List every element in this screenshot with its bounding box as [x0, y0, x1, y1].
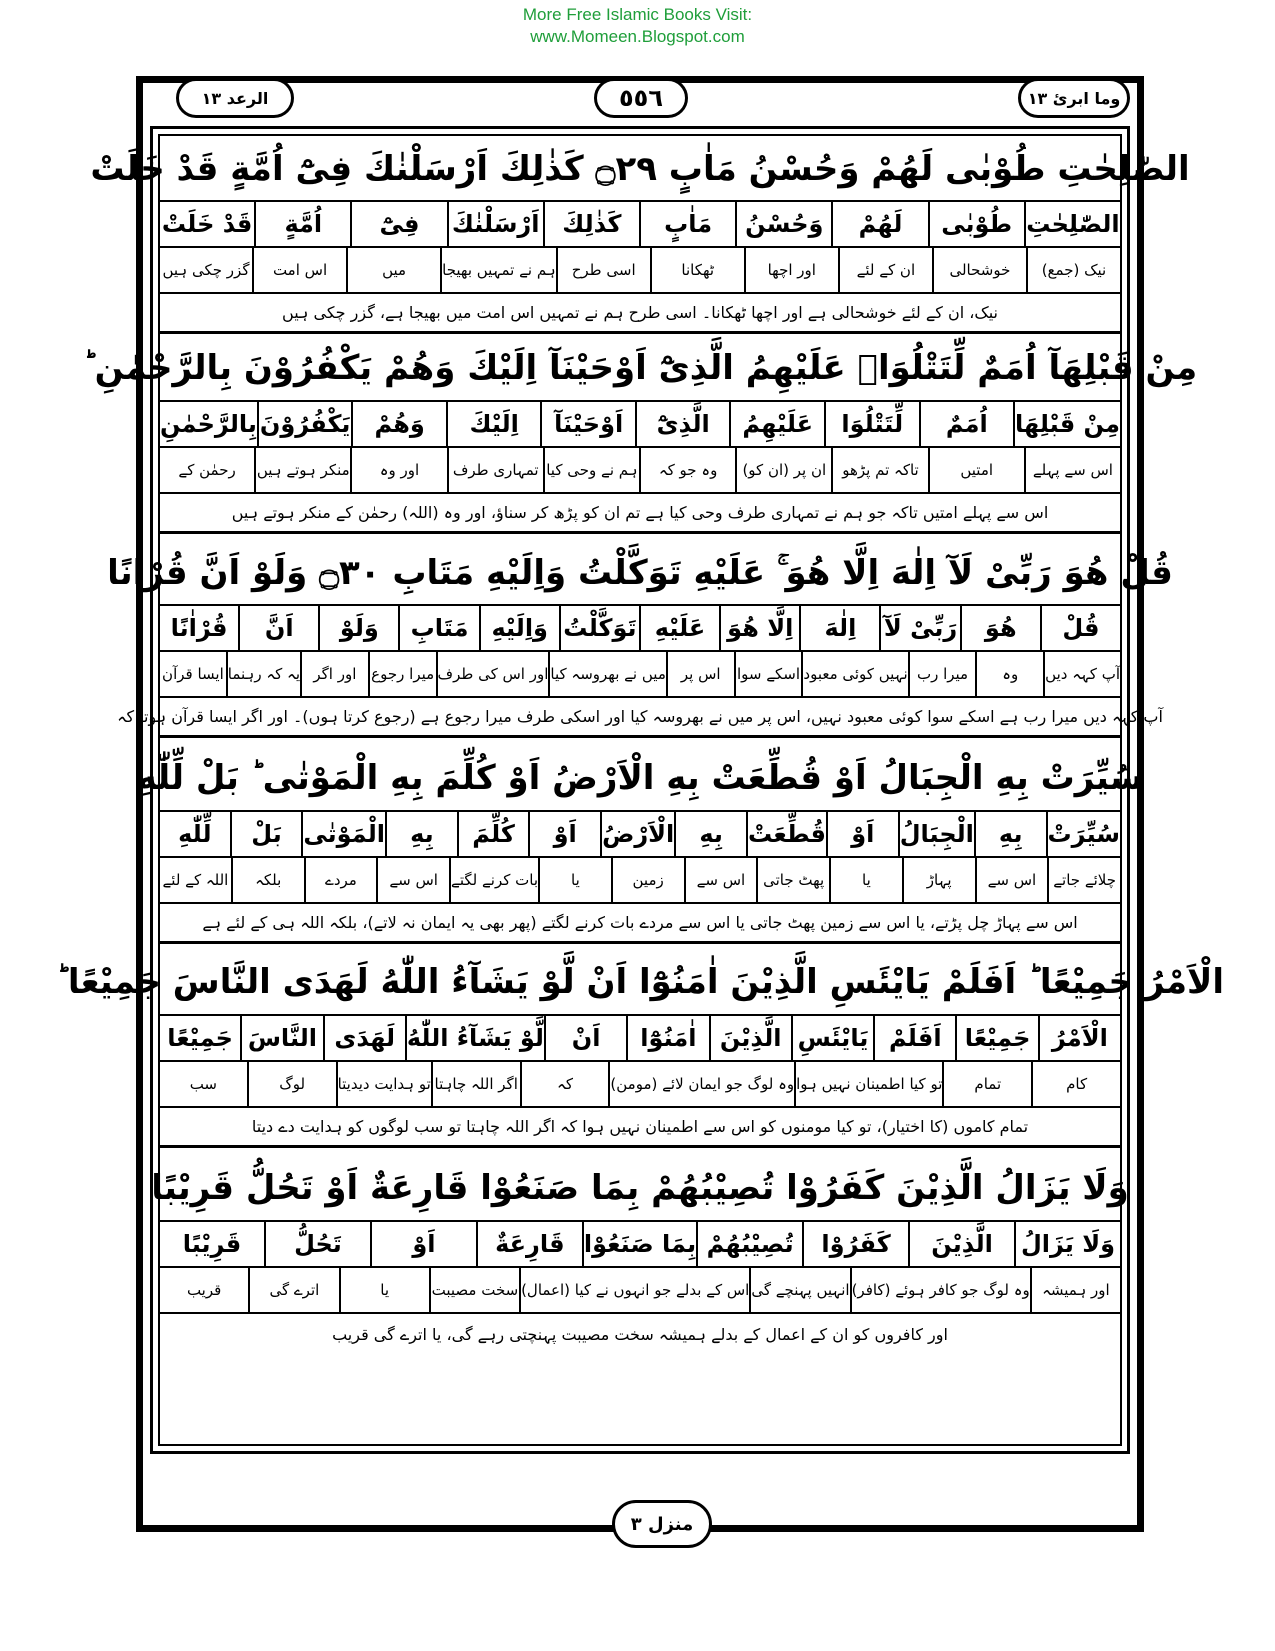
verse-section	[136, 746, 1144, 944]
urdu-meaning-cell: اسکے سوا	[734, 652, 802, 696]
arabic-verse-line: سُيِّرَتْ بِهِ الْجِبَالُ اَوْ قُطِّعَتْ بِهِ الْاَرْضُ اَوْ كُلِّمَ بِهِ الْمَوْتٰى ؕ بَلْ لِّلّٰهِ	[160, 746, 1120, 812]
urdu-meaning-cell: میرا رب	[908, 652, 976, 696]
urdu-meaning-cell: کہ	[520, 1062, 609, 1106]
arabic-word-cell: الْاَمْرُ	[1038, 1016, 1120, 1060]
arabic-word-cell: اِلَّا هُوَ	[719, 606, 799, 650]
urdu-meaning-cell: میں	[346, 248, 440, 292]
urdu-meaning-cell: اور ہمیشہ	[1030, 1268, 1120, 1312]
arabic-word-cell: اٰمَنُوْٓا	[626, 1016, 708, 1060]
urdu-meaning-cell: زمین	[611, 858, 684, 902]
arabic-verse-line: الصّٰلِحٰتِ طُوْبٰى لَهُمْ وَحُسْنُ مَاٰبٍ ۝٢٩ كَذٰلِكَ اَرْسَلْنٰكَ فِىْٓ اُمَّةٍ قَدْ خَلَتْ	[160, 136, 1120, 202]
arabic-word-cell: كُلِّمَ	[457, 812, 529, 856]
arabic-word-cell: اِلَيْكَ	[446, 402, 541, 446]
verse-section	[107, 540, 1173, 738]
arabic-word-cell: الَّذِيْنَ	[709, 1016, 791, 1060]
arabic-word-cell: وَهُمْ	[351, 402, 446, 446]
arabic-word-cell: كَذٰلِكَ	[543, 202, 639, 246]
arabic-word-cell: رَبِّىْ لَآ	[879, 606, 959, 650]
arabic-word-cell: الْاَرْضُ	[600, 812, 674, 856]
arabic-word-cell: الصّٰلِحٰتِ	[1024, 202, 1120, 246]
arabic-verse-line: مِنْ قَبْلِهَآ اُمَمٌ لِّتَتْلُوَا۟ عَلَيْهِمُ الَّذِىْٓ اَوْحَيْنَآ اِلَيْكَ وَهُمْ يَكْفُرُوْنَ بِالرَّحْمٰنِ ؕ	[160, 336, 1120, 402]
arabic-word-cell: يَكْفُرُوْنَ	[257, 402, 352, 446]
urdu-meaning-cell: اور وہ	[350, 448, 446, 492]
urdu-meaning-cell: اس کے بدلے جو انہوں نے کیا (اعمال)	[519, 1268, 749, 1312]
arabic-word-cell: قُطِّعَتْ	[746, 812, 826, 856]
arabic-word-cell: مَتَابِ	[398, 606, 478, 650]
arabic-word-cell: اِلٰهَ	[799, 606, 879, 650]
arabic-word-cell: بَلْ	[230, 812, 302, 856]
arabic-word-cell: وَاِلَيْهِ	[479, 606, 559, 650]
promo-line-1: More Free Islamic Books Visit:	[522, 5, 753, 24]
urdu-meaning-cell: اس سے	[376, 858, 449, 902]
verse-section	[55, 950, 1225, 1148]
urdu-meaning-cell: وہ	[975, 652, 1043, 696]
urdu-meaning-cell: یہ کہ رہنما	[226, 652, 300, 696]
promo-banner	[0, 4, 1275, 48]
arabic-word-cell: وَلَوْ	[318, 606, 398, 650]
arabic-word-cell: الَّذِىْٓ	[635, 402, 730, 446]
urdu-translation-line: تمام کاموں (کا اختیار)، تو کیا مومنوں کو اس سے اطمینان نہیں ہوا کہ اگر اللہ چاہتا تو سب لوگوں کو ہدایت دے دیتا	[160, 1108, 1120, 1148]
urdu-meaning-cell: وہ جو کہ	[639, 448, 735, 492]
arabic-word-cell: الَّذِيْنَ	[908, 1222, 1014, 1266]
arabic-word-cell: اَنَّ	[238, 606, 318, 650]
verse-section	[90, 136, 1190, 334]
arabic-word-cell: لَّوْ يَشَآءُ اللّٰهُ	[405, 1016, 544, 1060]
arabic-word-cell: سُيِّرَتْ	[1046, 812, 1120, 856]
arabic-word-cell: لِّتَتْلُوَا	[824, 402, 919, 446]
arabic-word-cell: اَرْسَلْنٰكَ	[447, 202, 543, 246]
urdu-meaning-cell: اور اچھا	[744, 248, 838, 292]
urdu-meaning-cell: یا	[829, 858, 902, 902]
urdu-meaning-cell: ہم نے تمہیں بھیجا	[440, 248, 556, 292]
urdu-meaning-cell: ان کے لئے	[838, 248, 932, 292]
page-number: ٥٥٦	[594, 78, 688, 118]
meaning-row	[160, 1268, 1120, 1314]
urdu-meaning-cell: اور اس کی طرف	[436, 652, 549, 696]
word-row	[160, 1016, 1120, 1062]
urdu-meaning-cell: خوشحالی	[932, 248, 1026, 292]
urdu-meaning-cell: ان پر (ان کو)	[735, 448, 831, 492]
urdu-translation-line: اس سے پہاڑ چل پڑتے، یا اس سے زمین پھٹ جاتی یا اس سے مردے بات کرنے لگتے (پھر بھی یہ ایمان نہ لاتے)، بلکہ اللہ ہی کے لئے ہے	[160, 904, 1120, 944]
surah-name-label: الرعد ١٣	[176, 78, 294, 118]
urdu-meaning-cell: بات کرنے لگتے	[449, 858, 538, 902]
urdu-meaning-cell: گزر چکی ہیں	[162, 261, 250, 279]
arabic-word-cell: قَدْ خَلَتْ	[161, 210, 253, 238]
arabic-word-cell: طُوْبٰى	[928, 202, 1024, 246]
arabic-word-cell: اَوْحَيْنَآ	[540, 402, 635, 446]
urdu-meaning-cell: اترے گی	[248, 1268, 338, 1312]
urdu-meaning-cell: چلائے جاتے	[1047, 858, 1120, 902]
urdu-meaning-cell: میرا رجوع	[368, 652, 436, 696]
urdu-meaning-cell: تاکہ تم پڑھو	[831, 448, 927, 492]
urdu-meaning-cell: یا	[538, 858, 611, 902]
urdu-meaning-cell: کام	[1031, 1062, 1120, 1106]
arabic-word-cell: كَفَرُوْا	[802, 1222, 908, 1266]
arabic-word-cell: بِهِ	[385, 812, 457, 856]
word-row	[160, 606, 1120, 652]
arabic-word-cell: فِىْٓ	[350, 202, 446, 246]
arabic-word-cell: تَحُلُّ	[264, 1222, 370, 1266]
arabic-word-cell: الْمَوْتٰى	[301, 812, 385, 856]
urdu-meaning-cell: قریب	[186, 1281, 222, 1299]
urdu-meaning-cell: سخت مصیبت	[429, 1268, 519, 1312]
urdu-meaning-cell: یا	[339, 1268, 429, 1312]
urdu-meaning-cell: انہیں پہنچے گی	[749, 1268, 849, 1312]
urdu-meaning-cell: اس سے	[684, 858, 757, 902]
arabic-verse-line: قُلْ هُوَ رَبِّىْ لَآ اِلٰهَ اِلَّا هُوَ ۚ عَلَيْهِ تَوَكَّلْتُ وَاِلَيْهِ مَتَابِ ۝٣٠ وَلَوْ اَنَّ قُرْاٰنًا	[160, 540, 1120, 606]
arabic-word-cell: تَوَكَّلْتُ	[559, 606, 639, 650]
arabic-word-cell: مَاٰبٍ	[639, 202, 735, 246]
urdu-meaning-cell: پہاڑ	[902, 858, 975, 902]
para-name-label: وما ابرئ ١٣	[1018, 78, 1130, 118]
urdu-meaning-cell: تمہاری طرف	[447, 448, 543, 492]
urdu-meaning-cell: اس امت	[252, 248, 346, 292]
arabic-word-cell: اَوْ	[826, 812, 898, 856]
urdu-meaning-cell: اس پر	[666, 652, 734, 696]
arabic-word-cell: اُمَّةٍ	[254, 202, 350, 246]
arabic-word-cell: النَّاسَ	[240, 1016, 322, 1060]
arabic-word-cell: بِمَا صَنَعُوْا	[582, 1222, 696, 1266]
arabic-word-cell: جَمِيْعًا	[167, 1024, 233, 1052]
urdu-meaning-cell: آپ کہہ دیں	[1043, 652, 1120, 696]
manzil-badge: منزل ٣	[612, 1500, 712, 1548]
arabic-word-cell: هُوَ	[960, 606, 1040, 650]
urdu-meaning-cell: تمام	[942, 1062, 1031, 1106]
word-row	[160, 1222, 1120, 1268]
urdu-translation-line: آپ کہہ دیں میرا رب ہے اسکے سوا کوئی معبود نہیں، اس پر میں نے بھروسہ کیا اور اسکی طرف میرا رجوع ہے (رجوع کرتا ہوں)۔ اور اگر ایسا قرآن ہوتا کہ	[160, 698, 1120, 738]
urdu-meaning-cell: رحمٰن کے	[178, 461, 236, 479]
arabic-word-cell: بِهِ	[974, 812, 1046, 856]
arabic-word-cell: قُرْاٰنًا	[170, 614, 228, 642]
urdu-meaning-cell: ٹھکانا	[650, 248, 744, 292]
urdu-translation-line: نیک، ان کے لئے خوشحالی ہے اور اچھا ٹھکانا۔ اسی طرح ہم نے تمہیں اس امت میں بھیجا ہے، گزر چکی ہیں	[160, 294, 1120, 334]
urdu-meaning-cell: وہ لوگ جو کافر ہوئے (کافر)	[850, 1268, 1030, 1312]
arabic-word-cell: لَهُمْ	[831, 202, 927, 246]
urdu-meaning-cell: لوگ	[247, 1062, 336, 1106]
arabic-word-cell: تُصِيْبُهُمْ	[696, 1222, 802, 1266]
urdu-translation-line: اس سے پہلے امتیں تاکہ جو ہم نے تمہاری طرف وحی کیا ہے تم ان کو پڑھ کر سناؤ، اور وہ (اللہ) رحمٰن کے منکر ہوتے ہیں	[160, 494, 1120, 534]
urdu-meaning-cell: تو ہدایت دیدیتا	[336, 1062, 431, 1106]
urdu-meaning-cell: امتیں	[928, 448, 1024, 492]
verse-section	[151, 1156, 1129, 1354]
urdu-meaning-cell: پھٹ جاتی	[756, 858, 829, 902]
arabic-word-cell: اَوْ	[528, 812, 600, 856]
arabic-word-cell: جَمِيْعًا	[955, 1016, 1037, 1060]
arabic-word-cell: اُمَمٌ	[919, 402, 1014, 446]
urdu-translation-line: اور کافروں کو ان کے اعمال کے بدلے ہمیشہ سخت مصیبت پہنچتی رہے گی، یا اترے گی قریب	[332, 1324, 948, 1344]
meaning-row	[160, 448, 1120, 494]
arabic-word-cell: لِّلّٰهِ	[178, 820, 212, 848]
arabic-word-cell: عَلَيْهِ	[639, 606, 719, 650]
arabic-word-cell: اَوْ	[370, 1222, 476, 1266]
urdu-meaning-cell: میں نے بھروسہ کیا	[548, 652, 665, 696]
verse-section	[82, 336, 1198, 534]
urdu-meaning-cell: منکر ہوتے ہیں	[254, 448, 350, 492]
arabic-word-cell: عَلَيْهِمُ	[729, 402, 824, 446]
word-row	[160, 202, 1120, 248]
urdu-meaning-cell: اور اگر	[300, 652, 368, 696]
meaning-row	[160, 858, 1120, 904]
urdu-meaning-cell: بلکہ	[231, 858, 304, 902]
arabic-word-cell: قُلْ	[1040, 606, 1120, 650]
urdu-meaning-cell: اسی طرح	[556, 248, 650, 292]
urdu-meaning-cell: ہم نے وحی کیا	[543, 448, 639, 492]
arabic-word-cell: اَنْ	[544, 1016, 626, 1060]
urdu-meaning-cell: وہ لوگ جو ایمان لائے (مومن)	[608, 1062, 794, 1106]
arabic-word-cell: مِنْ قَبْلِهَا	[1013, 402, 1120, 446]
arabic-word-cell: وَحُسْنُ	[735, 202, 831, 246]
word-row	[160, 402, 1120, 448]
promo-line-2: www.Momeen.Blogspot.com	[530, 27, 745, 46]
arabic-verse-line: الْاَمْرُ جَمِيْعًا ؕ اَفَلَمْ يَايْئَسِ الَّذِيْنَ اٰمَنُوْٓا اَنْ لَّوْ يَشَآءُ اللّٰهُ لَهَدَى النَّاسَ جَمِيْعًا ؕ	[160, 950, 1120, 1016]
urdu-meaning-cell: اگر اللہ چاہتا	[431, 1062, 520, 1106]
arabic-word-cell: الْجِبَالُ	[898, 812, 974, 856]
urdu-meaning-cell: نہیں کوئی معبود	[801, 652, 907, 696]
arabic-word-cell: قَارِعَةٌ	[476, 1222, 582, 1266]
meaning-row	[160, 652, 1120, 698]
urdu-meaning-cell: تو کیا اطمینان نہیں ہوا	[794, 1062, 942, 1106]
urdu-meaning-cell: سب	[189, 1075, 218, 1093]
arabic-verse-line: وَلَا يَزَالُ الَّذِيْنَ كَفَرُوْا تُصِيْبُهُمْ بِمَا صَنَعُوْا قَارِعَةٌ اَوْ تَحُلُّ قَرِيْبًا	[160, 1156, 1120, 1222]
arabic-word-cell: يَايْئَسِ	[791, 1016, 873, 1060]
arabic-word-cell: اَفَلَمْ	[873, 1016, 955, 1060]
urdu-meaning-cell: نیک (جمع)	[1026, 248, 1120, 292]
arabic-word-cell: قَرِيْبًا	[182, 1230, 242, 1258]
urdu-meaning-cell: مردے	[304, 858, 377, 902]
meaning-row	[160, 248, 1120, 294]
arabic-word-cell: لَهَدَى	[323, 1016, 405, 1060]
urdu-meaning-cell: اس سے	[975, 858, 1048, 902]
urdu-meaning-cell: ایسا قرآن	[162, 665, 224, 683]
urdu-meaning-cell: اس سے پہلے	[1024, 448, 1120, 492]
word-row	[160, 812, 1120, 858]
arabic-word-cell: بِهِ	[674, 812, 746, 856]
arabic-word-cell: وَلَا يَزَالُ	[1014, 1222, 1120, 1266]
urdu-meaning-cell: اللہ کے لئے	[162, 871, 229, 889]
meaning-row	[160, 1062, 1120, 1108]
arabic-word-cell: بِالرَّحْمٰنِ	[159, 410, 257, 438]
